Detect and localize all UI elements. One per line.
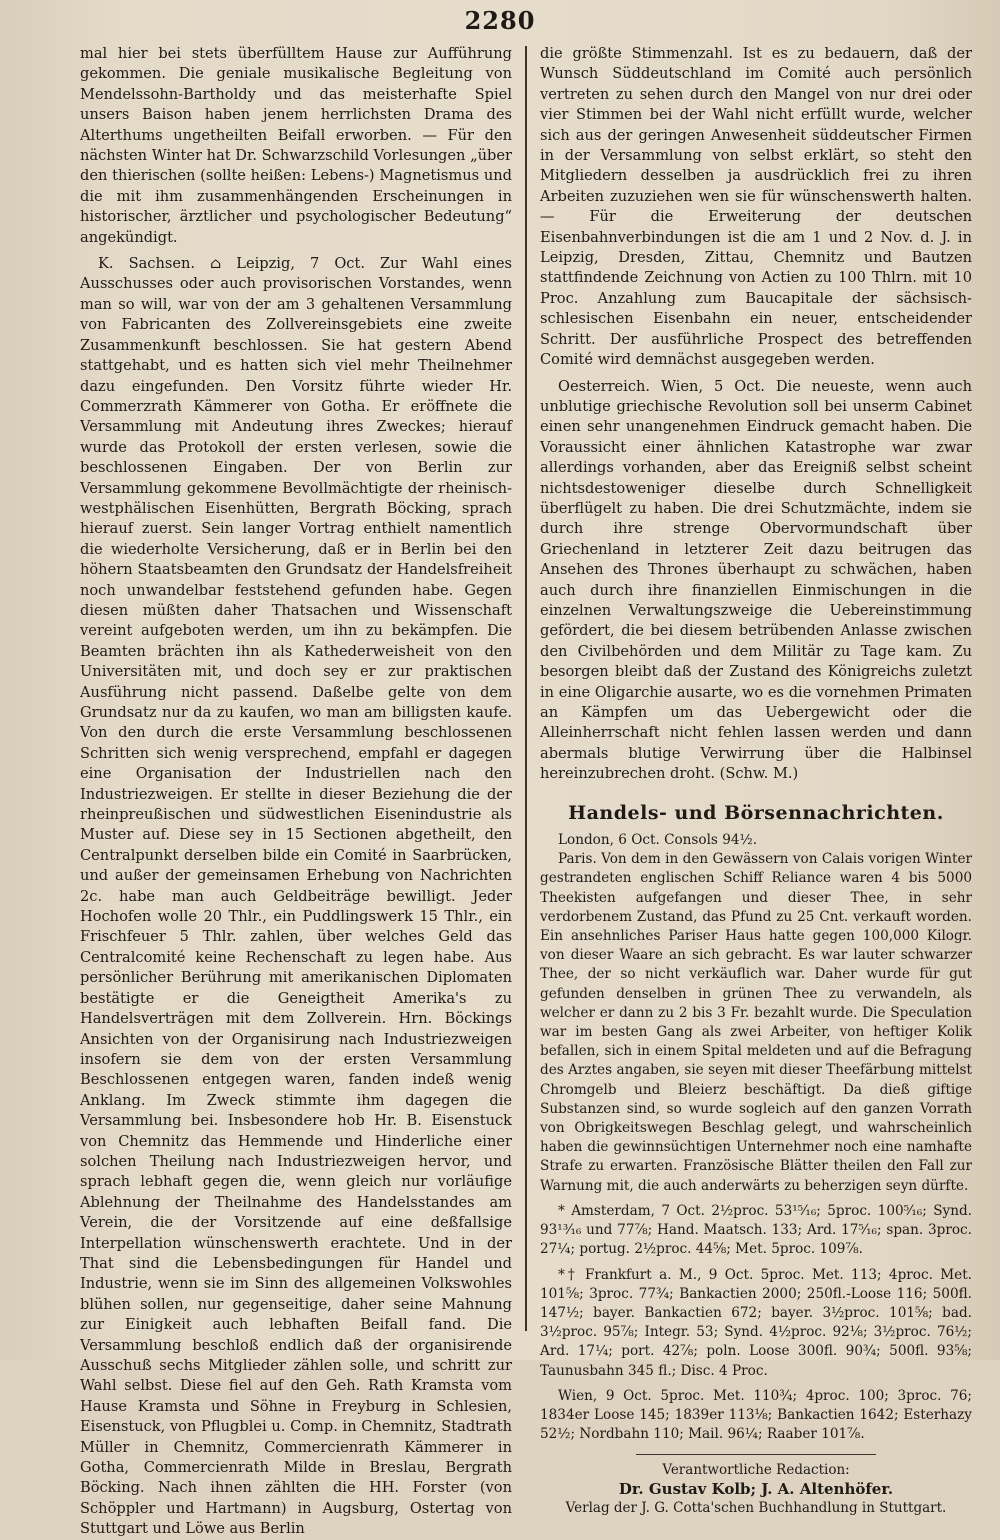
imprint-editors: Dr. Gustav Kolb; J. A. Altenhöfer. [618, 1480, 894, 1499]
imprint-divider [636, 1454, 876, 1455]
market-report: *† Frankfurt a. M., 9 Oct. 5proc. Met. 113; 4proc. Met. 101⅝; 3proc. 77¾; Bankactien 2000; 250fl.-Loose 116; 500fl. 147½; bayer. Bankactien 672; bayer. 3½proc. 101⅝; bad. 3½proc. 95⅞; Integr. 53; Synd. 4½proc. 92⅛; 3½proc. 76½; Ard. 17¼; port. 42⅞; poln. Loose 300fl. 90¾; 500fl. 93⅝; Taunusbahn 345 fl.; Disc. 4 Proc. [540, 1266, 972, 1379]
imprint-publisher: Verlag der J. G. Cotta'schen Buchhandlung in Stuttgart. [565, 1500, 947, 1517]
article-paragraph: K. Sachsen. ⌂ Leipzig, 7 Oct. Zur Wahl eines Ausschusses oder auch provisorischen Vorstandes, wenn man so will, war von der am 3 gehaltenen Versammlung von Fabricanten des Zollvereinsgebiets eine zweite Zusammenkunft beschlossen. Sie hat gestern Abend stattgehabt, und es hatten sich viel mehr Theilnehmer dazu eingefunden. Den Vorsitz führte wieder Hr. Commerzrath Kämmerer von Gotha. Er eröffnete die Versammlung mit Andeutung ihres Zweckes; hierauf wurde das Protokoll der ersten verlesen, sowie die beschlossenen Eingaben. Der von Berlin zur Versammlung gekommene Bevollmächtigte der rheinisch-westphälischen Eisenhütten, Bergrath Böcking, sprach hierauf zuerst. Sein langer Vortrag enthielt namentlich die wiederholte Versicherung, daß er in Berlin bei den höhern Staatsbeamten den Grundsatz der Handelsfreiheit noch unwandelbar feststehend gefunden habe. Gegen diesen müßten daher Thatsachen und Wissenschaft vereint aufgeboten werden, um ihn zu bekämpfen. Die Beamten brächten ihn als Kathederweisheit von den Universitäten mit, und doch sey er zur praktischen Ausführung nicht passend. Daßelbe gelte von dem Grundsatz nur da zu kaufen, wo man am billigsten kaufe. Von den durch die erste Versammlung beschlossenen Schritten sich wenig versprechend, empfahl er dagegen eine Organisation der Industriellen nach den Industriezweigen. Er stellte in dieser Beziehung die der rheinpreußischen und südwestlichen Eisenindustrie als Muster auf. Diese sey in 15 Sectionen abgetheilt, den Centralpunkt derselben bilde ein Comité in Saarbrücken, und außer der gemeinsamen Erhebung von Nachrichten 2c. habe man auch Geldbeiträge bewilligt. Jeder Hochofen wolle 20 Thlr., ein Puddlingswerk 15 Thlr., ein Frischfeuer 5 Thlr. zahlen, über welches Geld das Centralcomité keine Rechenschaft zu legen habe. Aus persönlicher Berührung mit amerikanischen Diplomaten bestätigte er die Geneigtheit Amerika's zu Handelsverträgen mit dem Zollverein. Hrn. Böckings Ansichten von der Organisirung nach Industriezweigen insofern sie dem von der ersten Versammlung Beschlossenen entgegen waren, fanden indeß wenig Anklang. Im Zweck stimmte ihm dagegen die Versammlung bei. Insbesondere hob Hr. B. Eisenstuck von Chemnitz das Hemmende und Hinderliche einer solchen Theilung nach Industriezweigen hervor, und sprach lebhaft gegen die, wenn gleich nur vorläufige Ablehnung der Theilnahme des Handelsstandes am Verein, die der Vorsitzende auf eine deßfallsige Interpellation wünschenswerth erachtete. Und in der That sind die Lebensbedingungen für Handel und Industrie, wenn sie im Sinn des allgemeinen Volkswohles blühen sollen, nur gegenseitige, daher seine Mahnung zur Einigkeit auch lebhaften Beifall fand. Die Versammlung beschloß endlich daß der organisirende Ausschuß sechs Mitglieder zählen solle, und schritt zur Wahl selbst. Diese fiel auf den Geh. Rath Kramsta vom Hause Kramsta und Söhne in Freyburg in Schlesien, Eisenstuck, von Pflugblei u. Comp. in Chemnitz, Stadtrath Müller in Chemnitz, Commercienrath Kämmerer in Gotha, Commercienrath Milde in Breslau, Bergrath Böcking. Nach ihnen zählten die HH. Forster (von Schöppler und Hartmann) in Augsburg, Ostertag von Stuttgart und Löwe aus Berlin [80, 255, 512, 1538]
article-paragraph: die größte Stimmenzahl. Ist es zu bedauern, daß der Wunsch Süddeutschland im Comité auch persönlich vertreten zu sehen durch den Mangel von nur drei oder vier Stimmen bei der Wahl nicht erfüllt wurde, welcher sich aus der geringen Anwesenheit süddeutscher Firmen in der Versammlung von selbst erklärt, so steht den Mitgliedern desselben ja ausdrücklich frei zu ihren Arbeiten zuzuziehen wen sie für wünschenswerth halten. — Für die Erweiterung der deutschen Eisenbahnverbindungen ist die am 1 und 2 Nov. d. J. in Leipzig, Dresden, Zittau, Chemnitz und Bautzen stattfindende Zeichnung von Actien zu 100 Thlrn. mit 10 Proc. Anzahlung zum Baucapitale der sächsisch-schlesischen Eisenbahn ein neuer, entscheidender Schritt. Der ausführliche Prospect des betreffenden Comité wird demnächst ausgegeben werden. [540, 45, 972, 369]
page-number: 2280 [464, 6, 536, 35]
market-report: Paris. Von dem in den Gewässern von Calais vorigen Winter gestrandeten englischen Schiff Reliance waren 4 bis 5000 Theekisten aufgefangen und dieser Thee, in sehr verdorbenem Zustand, das Pfund zu 25 Cnt. verkauft worden. Ein ansehnliches Pariser Haus hatte gegen 100,000 Kilogr. von dieser Waare an sich gebracht. Es war lauter schwarzer Thee, der so nicht verkäuflich war. Daher wurde für gut gefunden denselben in grünen Thee zu verwandeln, als welcher er dann zu 2 bis 3 Fr. bezahlt wurde. Die Speculation war im besten Gang als zwei Arbeiter, von heftiger Kolik befallen, sich in einem Spital meldeten und auf die Befragung des Arztes angaben, sie seyen mit dieser Theefärbung mittelst Chromgelb und Bleierz beschäftigt. Da dieß giftige Substanzen sind, so wurde sogleich auf den ganzen Vorrath von Obrigkeitswegen Beschlag gelegt, und wahrscheinlich haben die gewinnsüchtigen Unternehmer noch eine namhafte Strafe zu erwarten. Französische Blätter theilen den Fall zur Warnung mit, die auch anderwärts zu beherzigen seyn dürfte. [540, 851, 972, 1194]
section-heading: Handels- und Börsennachrichten. [568, 801, 944, 824]
imprint-label: Verantwortliche Redaction: [662, 1462, 850, 1479]
market-report: * Amsterdam, 7 Oct. 2½proc. 53¹⁵⁄₁₆; 5proc. 100⁵⁄₁₆; Synd. 93¹³⁄₁₆ und 77⅞; Hand. Maatsch. 133; Ard. 17⁵⁄₁₆; span. 3proc. 27¼; portug. 2½proc. 44⅝; Met. 5proc. 109⅞. [540, 1202, 972, 1258]
column-divider [525, 46, 527, 1331]
market-report: London, 6 Oct. Consols 94½. [558, 832, 758, 849]
article-paragraph: mal hier bei stets überfülltem Hause zur Aufführung gekommen. Die geniale musikalische Begleitung von Mendelssohn-Bartholdy und das meisterhafte Spiel unsers Baison haben jenem herrlichsten Drama des Alterthums ungetheilten Beifall erworben. — Für den nächsten Winter hat Dr. Schwarzschild Vorlesungen „über den thierischen (sollte heißen: Lebens-) Magnetismus und die mit ihm zusammenhängenden Erscheinungen in historischer, ärztlicher und psychologischer Bedeutung“ angekündigt. [80, 45, 512, 246]
left-column [80, 44, 512, 1538]
right-column [540, 44, 972, 1517]
market-report: Wien, 9 Oct. 5proc. Met. 110¾; 4proc. 100; 3proc. 76; 1834er Loose 145; 1839er 113⅛; Bankactien 1642; Esterhazy 52½; Nordbahn 110; Mail. 96¼; Raaber 101⅞. [540, 1387, 972, 1443]
imprint [540, 1461, 972, 1518]
article-paragraph: Oesterreich. Wien, 5 Oct. Die neueste, wenn auch unblutige griechische Revolution soll bei unserm Cabinet einen sehr unangenehmen Eindruck gemacht haben. Die Voraussicht einer ähnlichen Katastrophe war zwar allerdings vorhanden, aber das Ereigniß selbst scheint nichtsdestoweniger dieselbe durch Schnelligkeit überflügelt zu haben. Die drei Schutzmächte, indem sie durch ihre strenge Obervormundschaft über Griechenland in letzterer Zeit dazu beitrugen das Ansehen des Thrones überhaupt zu schwächen, haben auch durch ihre finanziellen Einmischungen in die einzelnen Verwaltungszweige die Uebereinstimmung gefördert, die bei diesem betrübenden Anlasse zwischen den Civilbehörden und dem Militär zu Tage kam. Zu besorgen bleibt daß der Zustand des Königreichs zuletzt in eine Oligarchie ausarte, wo es die vornehmen Primaten an Kämpfen um das Uebergewicht oder die Alleinherrschaft nicht fehlen lassen werden und dann abermals blutige Verwirrung über die Halbinsel hereinzubrechen droht. (Schw. M.) [540, 377, 972, 783]
